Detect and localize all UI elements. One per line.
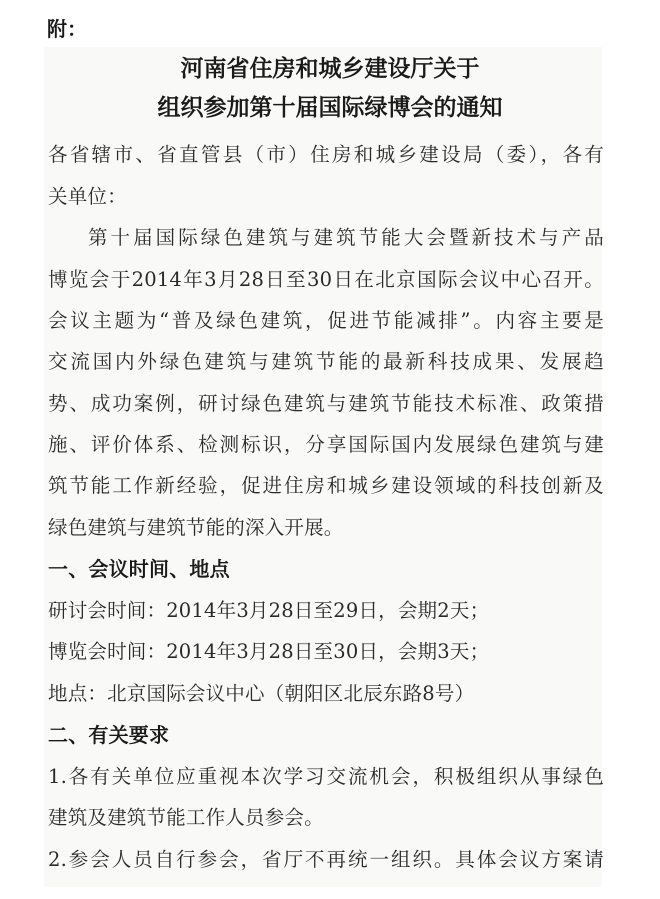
intro-paragraph-line-4: 交流国内外绿色建筑与建筑节能的最新科技成果、发展趋	[48, 350, 604, 373]
intro-paragraph-line-7: 筑节能工作新经验，促进住房和城乡建设领域的科技创新及	[48, 474, 604, 497]
seminar-time-line: 研讨会时间：2014年3月28日至29日，会期2天；	[48, 599, 490, 622]
salutation-line-2: 关单位：	[48, 185, 127, 208]
venue-line: 地点：北京国际会议中心（朝阳区北辰东路8号）	[48, 682, 475, 705]
document-title-line-1: 河南省住房和城乡建设厅关于	[180, 56, 480, 82]
document-page	[44, 47, 602, 887]
intro-paragraph-line-2: 博览会于2014年3月28日至30日在北京国际会议中心召开。	[48, 268, 604, 291]
requirement-1-line-1: 1.各有关单位应重视本次学习交流机会，积极组织从事绿色	[48, 765, 604, 788]
intro-paragraph-line-6: 施、评价体系、检测标识，分享国际国内发展绿色建筑与建	[48, 433, 604, 456]
requirement-2-line-1: 2.参会人员自行参会，省厅不再统一组织。具体会议方案请	[48, 848, 604, 871]
section-heading-requirements: 二、有关要求	[48, 723, 170, 747]
intro-paragraph-line-5: 势、成功案例，研讨绿色建筑与建筑节能技术标准、政策措	[48, 392, 604, 415]
intro-paragraph-line-1: 第十届国际绿色建筑与建筑节能大会暨新技术与产品	[88, 226, 604, 249]
requirement-1-line-2: 建筑及建筑节能工作人员参会。	[48, 806, 324, 829]
document-title-line-2: 组织参加第十届国际绿博会的通知	[157, 95, 503, 121]
intro-paragraph-line-3: 会议主题为“普及绿色建筑，促进节能减排”。内容主要是	[48, 309, 604, 332]
attachment-label: 附：	[47, 17, 87, 41]
expo-time-line: 博览会时间：2014年3月28日至30日，会期3天；	[48, 640, 490, 663]
intro-paragraph-line-8: 绿色建筑与建筑节能的深入开展。	[48, 516, 344, 539]
section-heading-meeting-time-place: 一、会议时间、地点	[48, 557, 230, 581]
salutation-line-1: 各省辖市、省直管县（市）住房和城乡建设局（委），各有	[48, 143, 604, 166]
